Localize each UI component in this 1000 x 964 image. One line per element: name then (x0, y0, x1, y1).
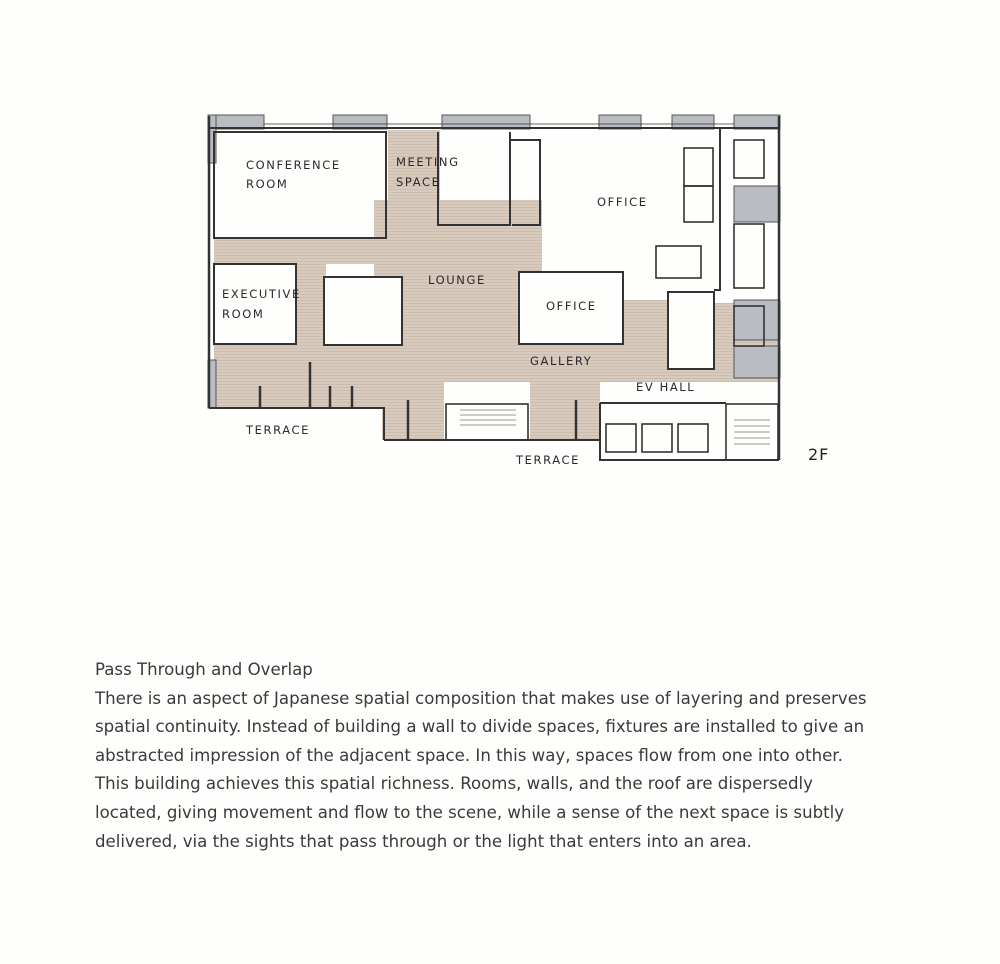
label-conference-2: ROOM (246, 177, 289, 191)
label-terrace-bottom: TERRACE (516, 453, 580, 467)
executive-room-wall (214, 264, 296, 344)
label-ev-hall: EV HALL (636, 380, 696, 394)
article-title: Pass Through and Overlap (95, 660, 313, 679)
label-gallery: GALLERY (530, 354, 593, 368)
elevator-car (606, 424, 636, 452)
corridor-floor (214, 238, 378, 264)
label-lounge: LOUNGE (428, 273, 486, 287)
stair-left (446, 404, 528, 440)
elevator-car (678, 424, 708, 452)
label-office-main: OFFICE (597, 195, 648, 209)
gallery-floor-mid (620, 300, 670, 340)
terrace-floor-right (530, 382, 600, 440)
restroom-block (734, 224, 764, 288)
office-box (668, 292, 714, 369)
conference-room-wall (214, 132, 386, 238)
article (95, 656, 875, 856)
terrace-floor-left (382, 382, 444, 440)
office-fixture (684, 148, 713, 186)
column (734, 115, 780, 129)
stair-right-treads (734, 420, 770, 444)
restroom-block (734, 140, 764, 178)
label-office-center: OFFICE (546, 299, 597, 313)
column (734, 186, 780, 222)
elevators (606, 424, 708, 452)
column (442, 115, 530, 129)
article-body: There is an aspect of Japanese spatial composition that makes use of layering and preserves spatial continuity. Instead of building a wall to divide spaces, fixtures are installed to give an abstracted impression of the adjacent space. In this way, spaces flow from one into other. This building achieves this spatial richness. Rooms, walls, and the roof are dispersedly located, giving movement and flow to the scene, while a sense of the next space is subtly delivered, via the sights that pass through or the light that enters into an area. (95, 688, 867, 851)
label-meeting-1: MEETING (396, 155, 460, 169)
floor-level-label: 2F (808, 445, 830, 464)
column (333, 115, 387, 129)
office-right-wall (714, 128, 720, 290)
label-conference-1: CONFERENCE (246, 158, 341, 172)
stair-treads (460, 410, 516, 425)
lower-floor-band (214, 345, 390, 407)
executive-side-floor (296, 262, 326, 346)
elevator-car (642, 424, 672, 452)
label-meeting-2: SPACE (396, 175, 441, 189)
column (599, 115, 641, 129)
label-executive-2: ROOM (222, 307, 265, 321)
office-fixture (656, 246, 701, 278)
column (734, 346, 780, 378)
lounge-box (324, 277, 402, 345)
office-fixture (684, 186, 713, 222)
column (672, 115, 714, 129)
label-terrace-left: TERRACE (246, 423, 310, 437)
label-executive-1: EXECUTIVE (222, 287, 301, 301)
